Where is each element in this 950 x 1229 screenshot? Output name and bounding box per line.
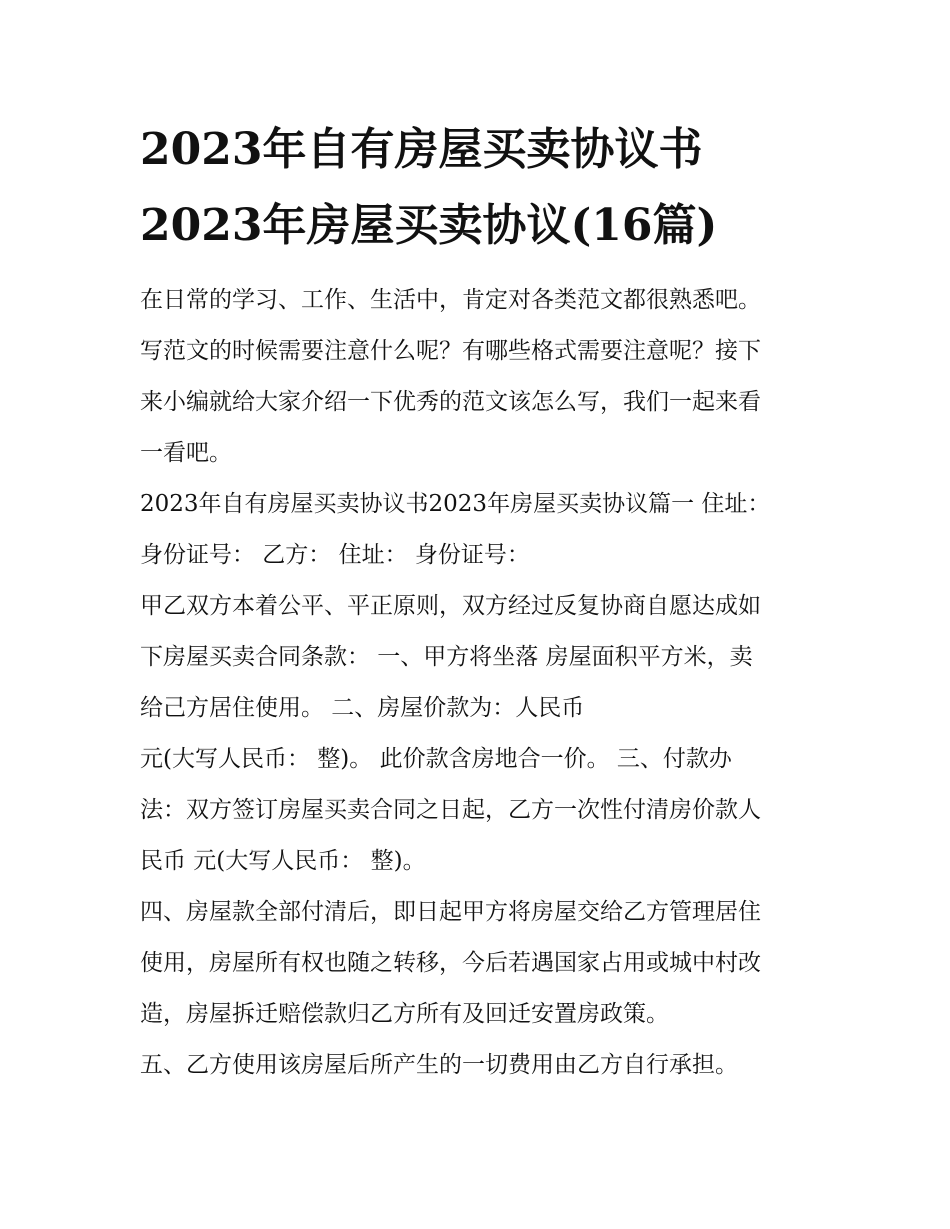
body-line: 在日常的学习、工作、生活中，肯定对各类范文都很熟悉吧。 — [140, 287, 761, 313]
body-line: 写范文的时候需要注意什么呢？有哪些格式需要注意呢？接下 — [140, 338, 761, 364]
body-line: 四、房屋款全部付清后，即日起甲方将房屋交给乙方管理居住 — [140, 899, 761, 925]
body-line: 一看吧。 — [140, 440, 232, 466]
body-line: 民币 元(大写人民币： 整)。 — [140, 848, 426, 874]
body-line: 来小编就给大家介绍一下优秀的范文该怎么写，我们一起来看 — [140, 389, 761, 415]
body-line: 给己方居住使用。 二、房屋价款为：人民币 — [140, 695, 585, 721]
document-title-line-1: 2023年自有房屋买卖协议书 — [140, 124, 703, 175]
body-line: 2023年自有房屋买卖协议书2023年房屋买卖协议篇一 住址： — [140, 491, 771, 517]
body-line: 身份证号： 乙方： 住址： 身份证号： — [140, 542, 530, 568]
document-title-line-2: 2023年房屋买卖协议(16篇) — [140, 200, 718, 251]
body-line: 下房屋买卖合同条款： 一、甲方将坐落 房屋面积平方米，卖 — [140, 644, 753, 670]
body-line: 法：双方签订房屋买卖合同之日起，乙方一次性付清房价款人 — [140, 797, 761, 823]
body-line: 造，房屋拆迁赔偿款归乙方所有及回迁安置房政策。 — [140, 1001, 669, 1027]
body-line: 甲乙双方本着公平、平正原则，双方经过反复协商自愿达成如 — [140, 593, 761, 619]
body-line: 五、乙方使用该房屋后所产生的一切费用由乙方自行承担。 — [140, 1052, 738, 1078]
body-line: 使用，房屋所有权也随之转移，今后若遇国家占用或城中村改 — [140, 950, 761, 976]
body-line: 元(大写人民币： 整)。 此价款含房地合一价。 三、付款办 — [140, 746, 732, 772]
document-body — [140, 275, 820, 1091]
